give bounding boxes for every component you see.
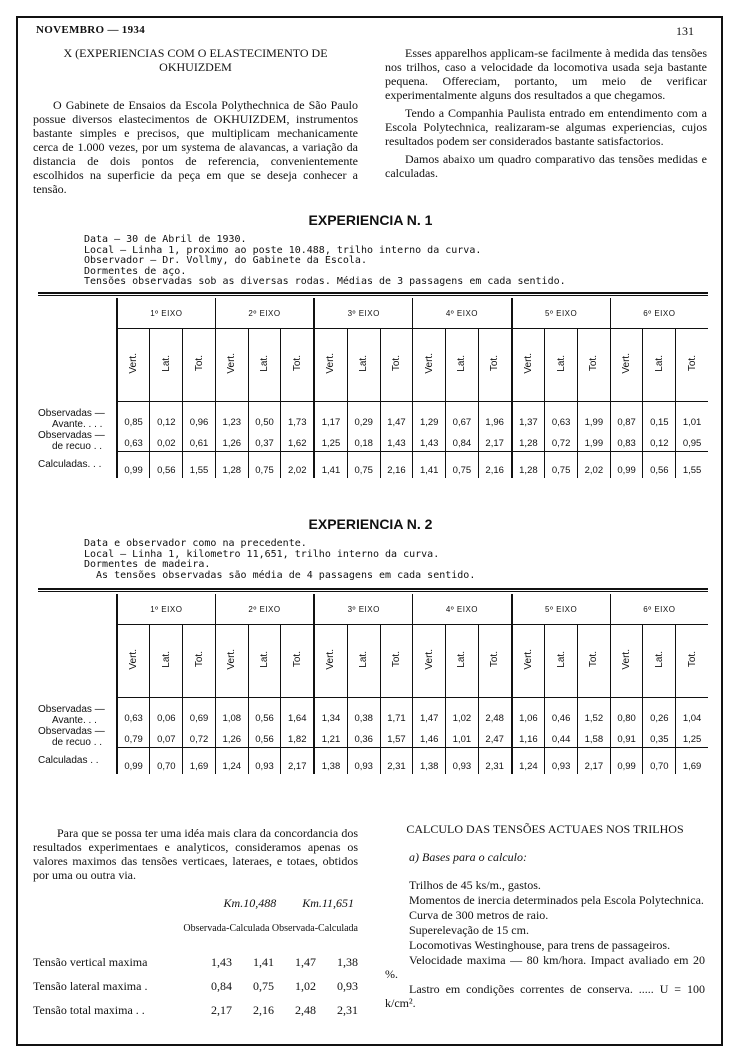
axle-header: 6º EIXO xyxy=(610,594,708,625)
calc-line: Superelevação de 15 cm. xyxy=(409,923,529,937)
table-row xyxy=(38,698,708,726)
column-label: Vert. xyxy=(325,353,337,374)
table-cell: 1,71 xyxy=(380,698,413,726)
column-label: Lat. xyxy=(653,355,665,372)
corner-cell xyxy=(38,594,117,698)
table-cell: 0,75 xyxy=(446,452,479,478)
table-cell: 0,75 xyxy=(545,452,578,478)
comparison-row xyxy=(33,950,358,974)
column-label: Vert. xyxy=(325,649,337,670)
column-header xyxy=(281,329,314,402)
column-header xyxy=(150,329,183,402)
comparison-value: 2,16 xyxy=(253,1003,274,1017)
table-row xyxy=(38,748,708,774)
column-label: Lat. xyxy=(555,355,567,372)
table-cell: 0,72 xyxy=(183,726,216,748)
column-label: Lat. xyxy=(456,651,468,668)
axle-header: 2º EIXO xyxy=(215,298,314,329)
column-label: Vert. xyxy=(226,649,238,670)
column-header xyxy=(676,625,708,698)
table-row xyxy=(38,430,708,452)
table-cell: 2,48 xyxy=(478,698,511,726)
table-cell: 1,26 xyxy=(215,726,248,748)
column-label: Tot. xyxy=(588,651,600,668)
table-cell: 1,26 xyxy=(215,430,248,452)
table-cell: 1,52 xyxy=(578,698,611,726)
table-cell: 1,24 xyxy=(512,748,545,774)
experience-1-title: EXPERIENCIA N. 1 xyxy=(308,212,433,228)
table-cell: 0,29 xyxy=(347,402,380,430)
comparison-value: 1,02 xyxy=(295,979,316,993)
corner-cell xyxy=(38,298,117,402)
table-cell: 0,70 xyxy=(643,748,676,774)
table-cell: 0,56 xyxy=(643,452,676,478)
meta-line: As tensões observadas são média de 4 passagens em cada sentido. xyxy=(84,569,476,581)
row-label-line: Calculadas . . xyxy=(38,755,99,766)
table-cell: 0,93 xyxy=(545,748,578,774)
table-cell: 1,16 xyxy=(512,726,545,748)
table-cell: 0,99 xyxy=(610,452,643,478)
table-cell: 0,72 xyxy=(545,430,578,452)
column-label: Tot. xyxy=(193,355,205,372)
table-cell: 0,93 xyxy=(347,748,380,774)
table-cell: 1,58 xyxy=(578,726,611,748)
table-cell: 0,95 xyxy=(676,430,708,452)
column-label: Tot. xyxy=(390,651,402,668)
row-label xyxy=(38,452,117,478)
comparison-value: 1,41 xyxy=(253,955,274,969)
table-cell: 2,02 xyxy=(281,452,314,478)
km-headers xyxy=(33,896,354,910)
table-cell: 1,25 xyxy=(314,430,347,452)
row-label-line: Calculadas. . . xyxy=(38,459,102,470)
meta-line: Data — 30 de Abril de 1930. xyxy=(84,234,247,245)
axle-header: 5º EIXO xyxy=(512,594,611,625)
comparison-value: 0,93 xyxy=(337,979,358,993)
calculation-section xyxy=(385,822,705,1011)
table-cell: 0,06 xyxy=(150,698,183,726)
table-cell: 0,56 xyxy=(248,726,281,748)
axle-header: 1º EIXO xyxy=(117,594,216,625)
column-label: Tot. xyxy=(291,651,303,668)
column-header xyxy=(347,625,380,698)
table-cell: 1,38 xyxy=(413,748,446,774)
column-label: Vert. xyxy=(621,353,633,374)
row-label xyxy=(38,430,117,452)
column-header xyxy=(380,625,413,698)
row-label-line: Observadas — xyxy=(38,703,105,715)
comparison-row xyxy=(33,974,358,998)
table-cell: 0,63 xyxy=(545,402,578,430)
table-cell: 0,93 xyxy=(446,748,479,774)
comparison-value: 1,47 xyxy=(295,955,316,969)
column-header xyxy=(545,329,578,402)
column-header xyxy=(215,625,248,698)
comparison-value: 2,17 xyxy=(211,1003,232,1017)
row-label xyxy=(38,698,117,726)
table-cell: 0,75 xyxy=(347,452,380,478)
column-header xyxy=(545,625,578,698)
table-cell: 0,84 xyxy=(446,430,479,452)
column-header xyxy=(183,329,216,402)
column-header xyxy=(413,329,446,402)
table-cell: 0,99 xyxy=(117,748,150,774)
row-label-line: Avante. . . xyxy=(52,714,97,726)
comparison-label: Tensão total maxima . . xyxy=(33,1003,145,1017)
column-label: Vert. xyxy=(423,353,435,374)
paragraph: Esses apparelhos applicam-se facilmente à medida das tensões nos trilhos, caso a velocidade da locomotiva usada seja bastante pequena. Offereciam, portanto, um meio de verificar experimentalmente alguns dos resultados a que chegamos. xyxy=(385,46,707,102)
column-header xyxy=(314,625,347,698)
meta-line: Data e observador como na precedente. xyxy=(84,538,307,549)
table-cell: 1,64 xyxy=(281,698,314,726)
column-header xyxy=(643,625,676,698)
table-cell: 1,37 xyxy=(512,402,545,430)
table-cell: 1,62 xyxy=(281,430,314,452)
table-cell: 0,38 xyxy=(347,698,380,726)
table-cell: 0,99 xyxy=(117,452,150,478)
column-header xyxy=(215,329,248,402)
column-label: Vert. xyxy=(128,649,140,670)
experience-2-title: EXPERIENCIA N. 2 xyxy=(308,516,433,532)
km-label: Km.11,651 xyxy=(302,896,354,910)
table-cell: 0,63 xyxy=(117,430,150,452)
column-label: Lat. xyxy=(653,651,665,668)
meta-line: Tensões observadas sob as diversas rodas. Médias de 3 passagens em cada sentido. xyxy=(84,276,566,287)
table-cell: 1,69 xyxy=(676,748,708,774)
comparison-table xyxy=(33,950,358,1022)
column-header xyxy=(446,329,479,402)
table-cell: 1,43 xyxy=(380,430,413,452)
table-cell: 1,55 xyxy=(183,452,216,478)
axle-header: 2º EIXO xyxy=(215,594,314,625)
column-header xyxy=(610,329,643,402)
table-cell: 2,17 xyxy=(578,748,611,774)
column-label: Lat. xyxy=(160,651,172,668)
column-header xyxy=(117,329,150,402)
meta-line: Dormentes de madeira. xyxy=(84,559,211,570)
table-cell: 0,35 xyxy=(643,726,676,748)
column-label: Tot. xyxy=(686,355,698,372)
table-cell: 1,08 xyxy=(215,698,248,726)
column-header xyxy=(380,329,413,402)
column-header xyxy=(347,329,380,402)
comparison-section xyxy=(33,826,358,1022)
table-cell: 1,01 xyxy=(676,402,708,430)
table-cell: 1,96 xyxy=(478,402,511,430)
table-cell: 2,02 xyxy=(578,452,611,478)
column-label: Vert. xyxy=(522,353,534,374)
comparison-row xyxy=(33,998,358,1022)
axle-header: 4º EIXO xyxy=(413,594,512,625)
table-cell: 1,57 xyxy=(380,726,413,748)
table-cell: 2,17 xyxy=(478,430,511,452)
table-cell: 1,34 xyxy=(314,698,347,726)
column-label: Lat. xyxy=(358,355,370,372)
row-label-line: Observadas — xyxy=(38,429,105,441)
meta-line: Local — Linha 1, proximo ao poste 10.488, trilho interno da curva. xyxy=(84,244,482,256)
table-cell: 0,07 xyxy=(150,726,183,748)
table-cell: 0,12 xyxy=(150,402,183,430)
table-cell: 0,02 xyxy=(150,430,183,452)
table-cell: 1,82 xyxy=(281,726,314,748)
column-label: Tot. xyxy=(489,355,501,372)
calc-lines xyxy=(385,878,705,1010)
table-rule xyxy=(38,588,708,592)
table-cell: 0,56 xyxy=(248,698,281,726)
page-number: 131 xyxy=(676,24,694,38)
column-header xyxy=(578,329,611,402)
column-label: Vert. xyxy=(128,353,140,374)
axle-header: 3º EIXO xyxy=(314,298,413,329)
meta-line: Local — Linha 1, kilometro 11,651, trilho interno da curva. xyxy=(84,548,440,560)
row-label-line: Observadas — xyxy=(38,407,105,419)
table-cell: 2,31 xyxy=(380,748,413,774)
column-header xyxy=(478,329,511,402)
table-cell: 1,23 xyxy=(215,402,248,430)
comparison-value: 0,75 xyxy=(253,979,274,993)
meta-line: Observador — Dr. Vollmy, do Gabinete da Escola. xyxy=(84,255,367,266)
table-cell: 0,36 xyxy=(347,726,380,748)
table-cell: 1,01 xyxy=(446,726,479,748)
column-label: Lat. xyxy=(555,651,567,668)
comparison-value: 1,43 xyxy=(211,955,232,969)
column-label: Tot. xyxy=(588,355,600,372)
table-cell: 1,43 xyxy=(413,430,446,452)
calc-line: Curva de 300 metros de raio. xyxy=(409,908,549,922)
column-header xyxy=(610,625,643,698)
row-label-line: de recuo . . xyxy=(52,440,103,452)
column-header xyxy=(512,329,545,402)
column-label: Lat. xyxy=(259,355,271,372)
table-cell: 1,99 xyxy=(578,402,611,430)
column-header xyxy=(413,625,446,698)
row-label-line: Avante. . . . xyxy=(52,418,103,430)
section-title: X (EXPERIENCIAS COM O ELASTECIMENTO DE OKHUIZDEM xyxy=(63,46,328,74)
table-rule xyxy=(38,292,708,296)
table-cell: 0,79 xyxy=(117,726,150,748)
table-cell: 0,26 xyxy=(643,698,676,726)
comparison-label: Tensão lateral maxima . xyxy=(33,979,148,993)
table-cell: 1,41 xyxy=(314,452,347,478)
column-label: Tot. xyxy=(686,651,698,668)
table-cell: 0,56 xyxy=(150,452,183,478)
table-cell: 0,50 xyxy=(248,402,281,430)
table-cell: 1,55 xyxy=(676,452,708,478)
row-label xyxy=(38,748,117,774)
experience-2-meta xyxy=(84,539,475,581)
table-cell: 0,12 xyxy=(643,430,676,452)
column-label: Vert. xyxy=(423,649,435,670)
table-cell: 1,41 xyxy=(413,452,446,478)
column-label: Vert. xyxy=(226,353,238,374)
column-header xyxy=(248,625,281,698)
table-cell: 2,16 xyxy=(380,452,413,478)
right-column xyxy=(385,46,707,184)
table-cell: 0,18 xyxy=(347,430,380,452)
column-header xyxy=(183,625,216,698)
table-cell: 1,04 xyxy=(676,698,708,726)
table-cell: 0,67 xyxy=(446,402,479,430)
experience-1-meta xyxy=(84,235,566,288)
column-header xyxy=(478,625,511,698)
column-header xyxy=(676,329,708,402)
table-cell: 1,47 xyxy=(413,698,446,726)
column-header xyxy=(150,625,183,698)
table-cell: 1,06 xyxy=(512,698,545,726)
calc-subtitle: a) Bases para o calculo: xyxy=(409,850,527,864)
table-cell: 1,73 xyxy=(281,402,314,430)
table-cell: 2,17 xyxy=(281,748,314,774)
column-label: Tot. xyxy=(489,651,501,668)
table-cell: 1,47 xyxy=(380,402,413,430)
table-cell: 0,99 xyxy=(610,748,643,774)
column-header xyxy=(446,625,479,698)
table-cell: 1,17 xyxy=(314,402,347,430)
row-label-line: de recuo . . xyxy=(52,736,103,748)
paragraph: Para que se possa ter uma idéa mais clara da concordancia dos resultados experimentaes e analyticos, consideramos apenas os valores maximos das tensões verticaes, lateraes, e totaes, obtidos por uma ou outra via. xyxy=(33,826,358,882)
table-cell: 1,69 xyxy=(183,748,216,774)
column-header xyxy=(512,625,545,698)
table-cell: 0,44 xyxy=(545,726,578,748)
row-label-line: Observadas — xyxy=(38,725,105,737)
table-cell: 0,37 xyxy=(248,430,281,452)
calc-line: Locomotivas Westinghouse, para trens de passageiros. xyxy=(409,938,671,952)
table-cell: 1,02 xyxy=(446,698,479,726)
experience-2-table xyxy=(38,594,708,774)
table-cell: 1,21 xyxy=(314,726,347,748)
column-label: Tot. xyxy=(291,355,303,372)
table-cell: 1,25 xyxy=(676,726,708,748)
table-cell: 0,61 xyxy=(183,430,216,452)
table-row xyxy=(38,452,708,478)
column-header xyxy=(281,625,314,698)
running-header: NOVEMBRO — 1934 xyxy=(36,24,145,36)
column-label: Lat. xyxy=(259,651,271,668)
axle-header: 4º EIXO xyxy=(413,298,512,329)
table-cell: 0,85 xyxy=(117,402,150,430)
column-header xyxy=(248,329,281,402)
table-cell: 0,93 xyxy=(248,748,281,774)
column-label: Vert. xyxy=(522,649,534,670)
column-subheader: Observada-Calculada Observada-Calculada xyxy=(183,923,358,934)
comparison-label: Tensão vertical maxima xyxy=(33,955,148,969)
column-header xyxy=(117,625,150,698)
calc-line: Lastro em condições correntes de conserva. ..... U = 100 k/cm². xyxy=(385,982,705,1010)
column-label: Tot. xyxy=(193,651,205,668)
row-label xyxy=(38,402,117,430)
table-cell: 1,38 xyxy=(314,748,347,774)
column-header xyxy=(578,625,611,698)
km-label: Km.10,488 xyxy=(223,896,277,910)
column-label: Tot. xyxy=(390,355,402,372)
table-cell: 0,80 xyxy=(610,698,643,726)
calc-line: Momentos de inercia determinados pela Escola Polytechnica. xyxy=(409,893,704,907)
column-label: Lat. xyxy=(456,355,468,372)
column-header xyxy=(314,329,347,402)
axle-header: 1º EIXO xyxy=(117,298,216,329)
table-cell: 0,87 xyxy=(610,402,643,430)
table-cell: 0,70 xyxy=(150,748,183,774)
table-cell: 0,91 xyxy=(610,726,643,748)
comparison-value: 2,48 xyxy=(295,1003,316,1017)
comparison-value: 2,31 xyxy=(337,1003,358,1017)
table-cell: 0,69 xyxy=(183,698,216,726)
calc-title: CALCULO DAS TENSÕES ACTUAES NOS TRILHOS xyxy=(406,822,684,836)
table-cell: 1,28 xyxy=(215,452,248,478)
table-cell: 1,99 xyxy=(578,430,611,452)
column-label: Vert. xyxy=(621,649,633,670)
table-cell: 0,75 xyxy=(248,452,281,478)
comparison-value: 0,84 xyxy=(211,979,232,993)
axle-header: 3º EIXO xyxy=(314,594,413,625)
column-label: Lat. xyxy=(160,355,172,372)
column-header xyxy=(643,329,676,402)
table-cell: 0,46 xyxy=(545,698,578,726)
meta-line: Dormentes de aço. xyxy=(84,265,187,277)
table-cell: 2,31 xyxy=(478,748,511,774)
paragraph: O Gabinete de Ensaios da Escola Polythechnica de São Paulo possue diversos elastecimentos de OKHUIZDEM, instrumentos bastante simples e precisos, que multiplicam mechanicamente cerca de 1.000 vezes, por um systema de alavancas, a variação da distancia de dois pontos de referencia, convenientemente escolhidos na superficie da peça em que se deseja conhecer a tensão. xyxy=(33,98,358,196)
table-cell: 0,63 xyxy=(117,698,150,726)
axle-header: 5º EIXO xyxy=(512,298,611,329)
table-cell: 0,83 xyxy=(610,430,643,452)
table-cell: 0,96 xyxy=(183,402,216,430)
table-row xyxy=(38,726,708,748)
table-cell: 1,46 xyxy=(413,726,446,748)
calc-line: Trilhos de 45 ks/m., gastos. xyxy=(409,878,541,892)
table-cell: 2,47 xyxy=(478,726,511,748)
table-cell: 1,28 xyxy=(512,430,545,452)
table-cell: 1,24 xyxy=(215,748,248,774)
comparison-value: 1,38 xyxy=(337,955,358,969)
paragraph: Damos abaixo um quadro comparativo das tensões medidas e calculadas. xyxy=(385,152,707,180)
calc-line: Velocidade maxima — 80 km/hora. Impact avaliado em 20 %. xyxy=(385,953,705,981)
table-cell: 1,29 xyxy=(413,402,446,430)
axle-header: 6º EIXO xyxy=(610,298,708,329)
column-label: Lat. xyxy=(358,651,370,668)
table-row xyxy=(38,402,708,430)
left-column xyxy=(33,46,358,200)
row-label xyxy=(38,726,117,748)
experience-1-table xyxy=(38,298,708,478)
table-cell: 0,15 xyxy=(643,402,676,430)
table-cell: 1,28 xyxy=(512,452,545,478)
paragraph: Tendo a Companhia Paulista entrado em entendimento com a Escola Polytechnica, realizaram-se algumas experiencias, cujos resultados podem ser considerados bastante satisfactorios. xyxy=(385,106,707,148)
table-cell: 2,16 xyxy=(478,452,511,478)
